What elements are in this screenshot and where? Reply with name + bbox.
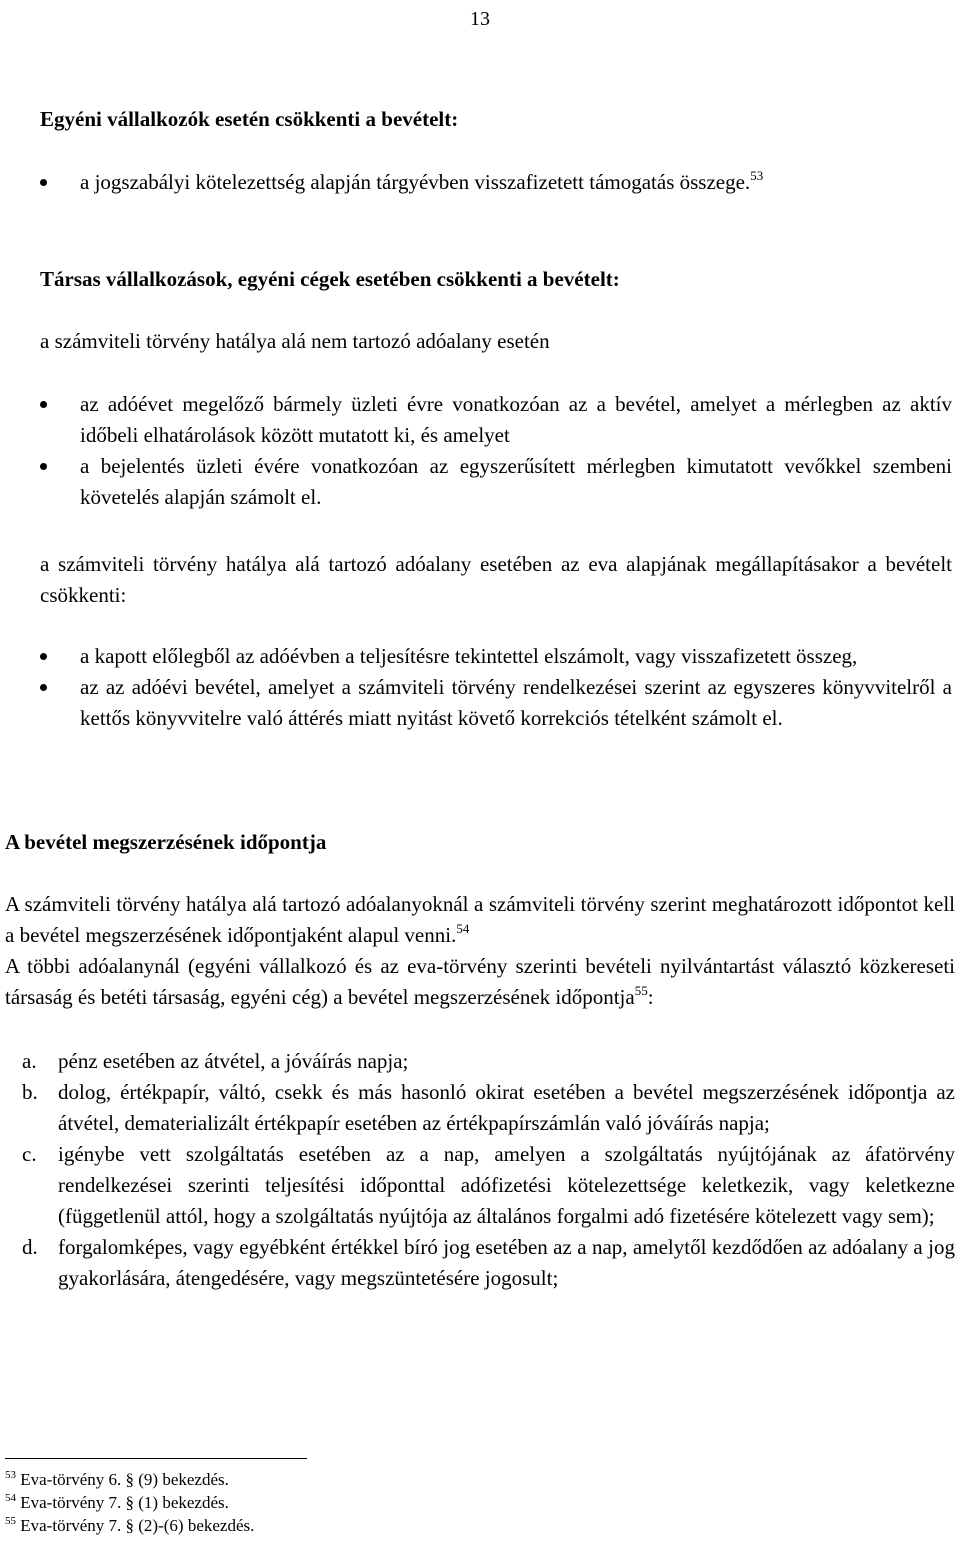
list-label: c. xyxy=(22,1142,37,1166)
paragraph-other-time: A többi adóalanynál (egyéni vállalkozó és az eva-törvény szerinti bevételi nyilvántartást választó közkereseti társaság és betéti társaság, egyéni cég) a bevétel megszerzésének időpontja$^{55}$: xyxy=(5,954,955,1009)
footnote-ref: 53 xyxy=(750,168,764,183)
list-item: d. forgalomképes, vagy egyébként értékkel bíró jog esetében az a nap, amelytől kezdődően az adóalany a jog gyakorlására, átengedésére, vagy megszüntetésére jogosult; xyxy=(5,1232,955,1294)
list-item: c. igénybe vett szolgáltatás esetében az a nap, amelyen a szolgáltatás nyújtójának az áfatörvény rendelkezései szerinti teljesítési időponttal adófizetési kötelezettsége keletkezik, vagy keletkezne (függetlenül attól, hogy a szolgáltatás nyújtója az általános forgalmi adó fizetésére kötelezett vagy sem); xyxy=(5,1139,955,1232)
list-item: a. pénz esetében az átvétel, a jóváírás napja; xyxy=(5,1046,955,1077)
bullet-list-covered xyxy=(40,641,952,734)
footnotes xyxy=(5,1468,254,1537)
footnote-ref: 54 xyxy=(456,921,470,936)
footnote: $^{55}$ Eva-törvény 7. § (2)-(6) bekezdés. xyxy=(5,1515,255,1535)
list-label: d. xyxy=(22,1235,38,1259)
bullet-list-egyeni xyxy=(40,167,952,198)
lettered-list xyxy=(5,1046,955,1294)
page-number: 13 xyxy=(470,8,490,30)
list-label: b. xyxy=(22,1080,38,1104)
list-item: a bejelentés üzleti évére vonatkozóan az egyszerűsített mérlegben kimutatott vevőkkel szembeni követelés alapján számolt el. xyxy=(40,451,952,513)
list-item: az az adóévi bevétel, amelyet a számviteli törvény rendelkezései szerint az egyszeres könyvvitelről a kettős könyvvitelre való áttérés miatt nyitást követő korrekciós tételként számolt el. xyxy=(40,672,952,734)
list-item: a jogszabályi kötelezettség alapján tárgyévben visszafizetett támogatás összege.$^{53}$ xyxy=(40,167,952,198)
footnote-ref: 55 xyxy=(634,983,648,998)
section-heading-idopont: A bevétel megszerzésének időpontja xyxy=(5,830,327,854)
footnote-divider xyxy=(5,1458,307,1459)
list-item: b. dolog, értékpapír, váltó, csekk és más hasonló okirat esetében a bevétel megszerzésének időpontja az átvétel, dematerializált értékpapír esetében az értékpapírszámlán való jóváírás napja; xyxy=(5,1077,955,1139)
footnote: $^{54}$ Eva-törvény 7. § (1) bekezdés. xyxy=(5,1492,229,1512)
section-heading-egyeni: Egyéni vállalkozók esetén csökkenti a bevételt: xyxy=(40,107,459,131)
bullet-list-not-covered xyxy=(40,389,952,513)
list-item: a kapott előlegből az adóévben a teljesítésre tekintettel elszámolt, vagy visszafizetett összeg, xyxy=(40,641,952,672)
footnote: $^{53}$ Eva-törvény 6. § (9) bekezdés. xyxy=(5,1469,229,1489)
section-heading-tarsas: Társas vállalkozások, egyéni cégek esetében csökkenti a bevételt: xyxy=(40,267,620,291)
intro-text-not-covered: a számviteli törvény hatálya alá nem tartozó adóalany esetén xyxy=(40,329,550,353)
list-item: az adóévet megelőző bármely üzleti évre vonatkozóan az a bevétel, amelyet a mérlegben az aktív időbeli elhatárolások között mutatott ki, és amelyet xyxy=(40,389,952,451)
intro-text-covered: a számviteli törvény hatálya alá tartozó adóalany esetében az eva alapjának megállapításakor a bevételt csökkenti: xyxy=(40,552,952,607)
list-label: a. xyxy=(22,1049,37,1073)
paragraph-covered-time: A számviteli törvény hatálya alá tartozó adóalanyoknál a számviteli törvény szerint meghatározott időpontot kell a bevétel megszerzésének időpontjaként alapul venni.$^{54}$ xyxy=(5,892,955,947)
